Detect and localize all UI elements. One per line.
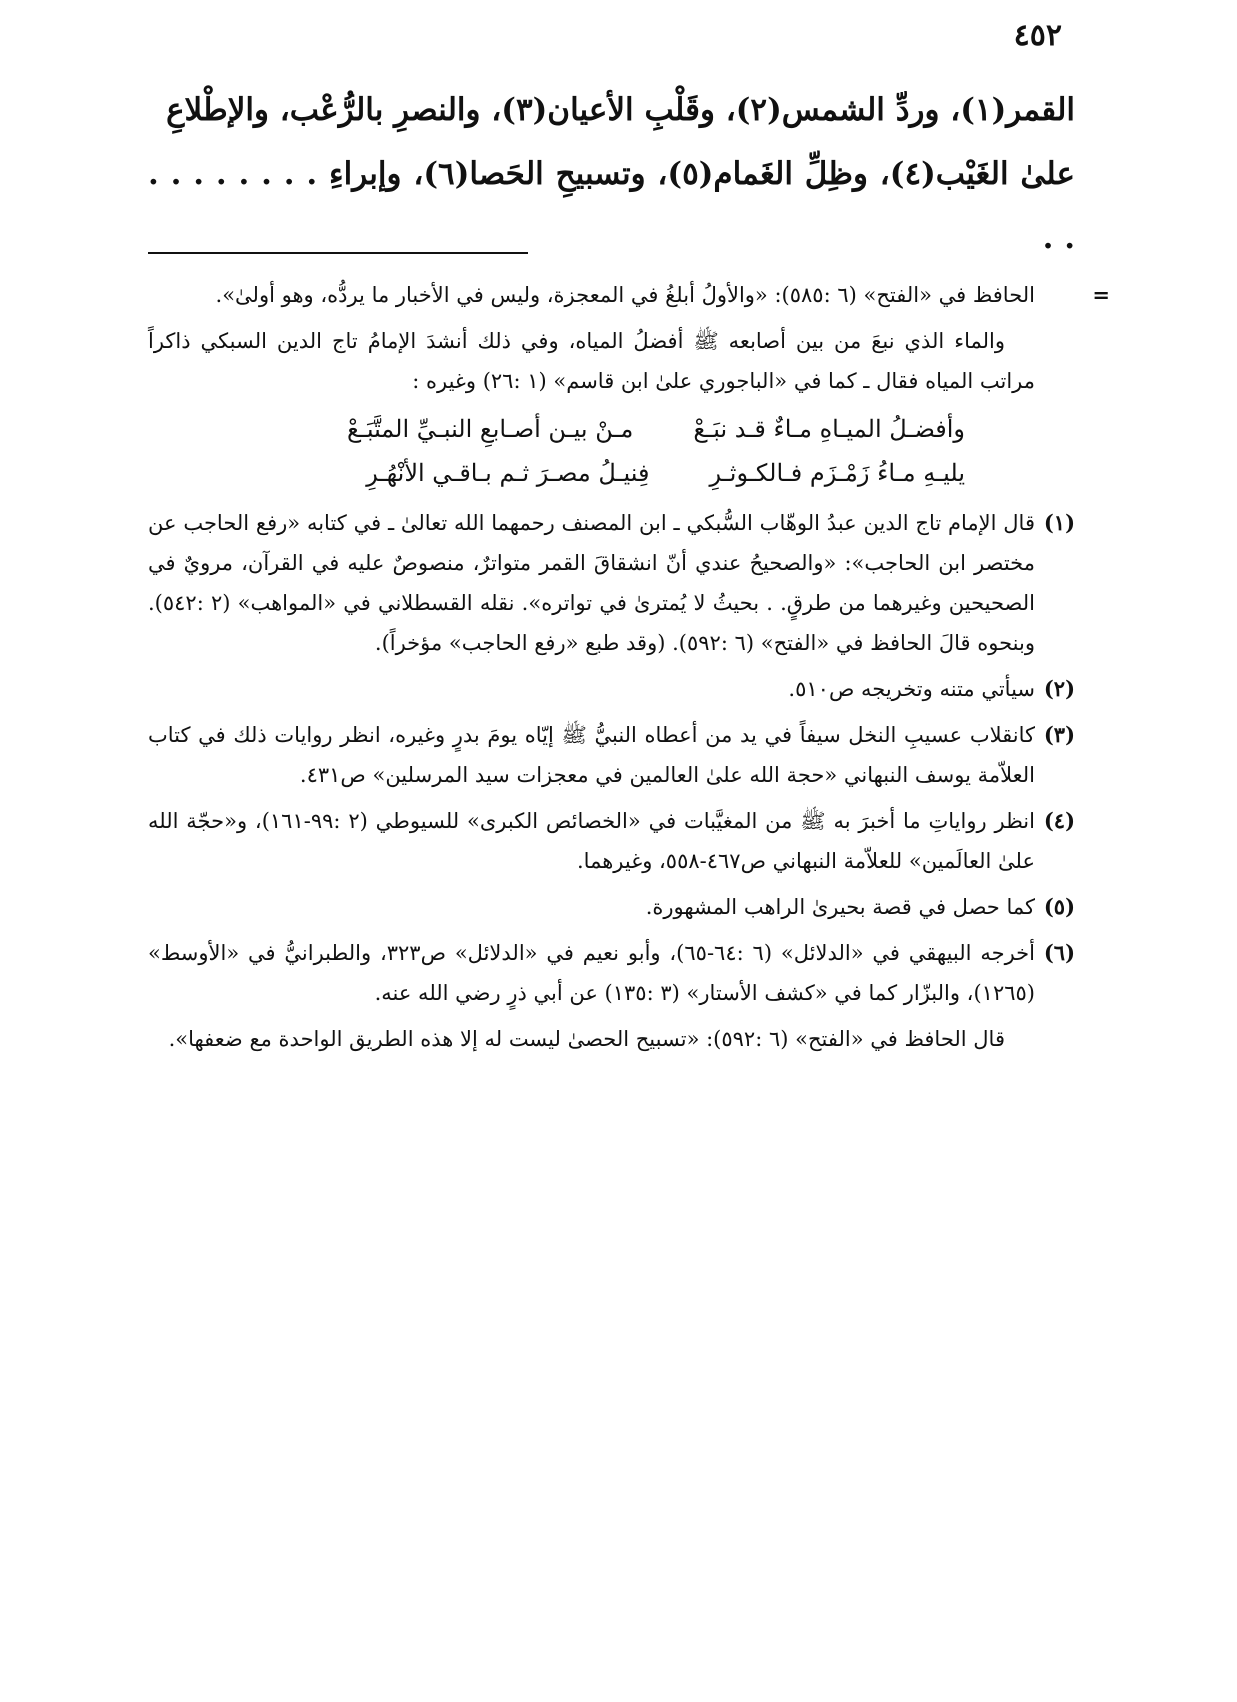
footnote-6 [148,933,1075,1013]
footnote-text: قال الإمام تاج الدين عبدُ الوهّاب السُّبكي ـ ابن المصنف رحمهما الله تعالىٰ ـ في كتابه «رفع الحاجب عن مختصر ابن الحاجب»: «والصحيحُ عندي أنّ انشقاقَ القمر متواترٌ، منصوصٌ عليه في القرآن، مرويٌ في الصحيحين وغيرهما من طرقٍ. . بحيثُ لا يُمترىٰ في تواتره». نقله القسطلاني في «المواهب» (٢ :٥٤٢). وبنحوه قالَ الحافظ في «الفتح» (٦ :٥٩٢). (وقد طبع «رفع الحاجب» مؤخراً). [148,511,1035,655]
poem-verse [148,451,965,495]
continuation-marker: = [1092,282,1110,307]
footnote-4 [148,801,1075,881]
footnote-number: (٢) [1043,676,1075,701]
poem-hemistich-second: مـنْ بيـن أصـابعِ النبـيِّ المتَّبَـعْ [347,415,634,443]
poem-hemistich-second: فِنيـلُ مصـرَ ثـم بـاقـي الأنْهُـرِ [366,459,650,487]
footnote-number: (١) [1043,510,1075,535]
main-text [148,78,1075,270]
footnote-5 [148,887,1075,927]
water-paragraph: والماء الذي نبعَ من بين أصابعه ﷺ أفضلُ المياه، وفي ذلك أنشدَ الإمامُ تاج الدين السبكي ذاكراً مراتب المياه فقال ـ كما في «الباجوري علىٰ ابن قاسم» (١ :٢٦) وغيره : [148,329,1035,393]
footnote-number: (٤) [1043,808,1075,833]
footnote-number: (٣) [1043,722,1075,747]
page-number: ٤٥٢ [1013,18,1062,53]
poem-hemistich-first: يليـهِ مـاءُ زَمْـزَم فـالكـوثـرِ [709,459,965,487]
footnote-text: أخرجه البيهقي في «الدلائل» (٦ :٦٤-٦٥)، وأبو نعيم في «الدلائل» ص٣٢٣، والطبرانيُّ في «الأوسط» (١٢٦٥)، والبزّار كما في «كشف الأستار» (٣ :١٣٥) عن أبي ذرٍ رضي الله عنه. [148,941,1035,1005]
poem [148,407,1075,495]
footnote-2 [148,669,1075,709]
footnote-text: انظر رواياتِ ما أخبرَ به ﷺ من المغيَّبات في «الخصائص الكبرى» للسيوطي (٢ :٩٩-١٦١)، و«حجّة الله علىٰ العالَمين» للعلاّمة النبهاني ص٤٦٧-٥٥٨، وغيرهما. [148,809,1035,873]
main-text-line-1: القمر(١)، وردِّ الشمس(٢)، وقَلْبِ الأعيان(٣)، والنصرِ بالرُّعْب، والإطْلاعِ [166,92,1075,128]
footnote-3 [148,715,1075,795]
footnote-1 [148,503,1075,663]
footnote-number: (٦) [1043,940,1075,965]
footnotes-section [148,275,1110,1065]
poem-hemistich-first: وأفضـلُ الميـاهِ مـاءٌ قـد نبَـعْ [693,415,965,443]
footnote-text: كانقلاب عسيبِ النخل سيفاً في يد من أعطاه النبيُّ ﷺ إيّاه يومَ بدرٍ وغيره، انظر روايات ذلك في كتاب العلاّمة يوسف النبهاني «حجة الله علىٰ العالمين في معجزات سيد المرسلين» ص٤٣١. [148,723,1035,787]
continued-footnote-text: الحافظ في «الفتح» (٦ :٥٨٥): «والأولُ أبلغُ في المعجزة، وليس في الأخبار ما يردُّه، وهو أولىٰ». [215,283,1035,307]
footnote-divider [148,252,528,254]
main-text-line-2: علىٰ الغَيْب(٤)، وظِلِّ الغَمام(٥)، وتسبيحِ الحَصا(٦)، وإبراءِ . . . . . . . . . . [148,156,1076,256]
footnote-text: سيأتي متنه وتخريجه ص٥١٠. [788,677,1035,701]
footnote-number: (٥) [1043,894,1075,919]
footnote-text: كما حصل في قصة بحيرىٰ الراهب المشهورة. [645,895,1035,919]
continued-footnote [148,275,1110,315]
final-paragraph: قال الحافظ في «الفتح» (٦ :٥٩٢): «تسبيح الحصىٰ ليست له إلا هذه الطريق الواحدة مع ضعفها». [168,1027,1005,1051]
poem-verse [148,407,965,451]
